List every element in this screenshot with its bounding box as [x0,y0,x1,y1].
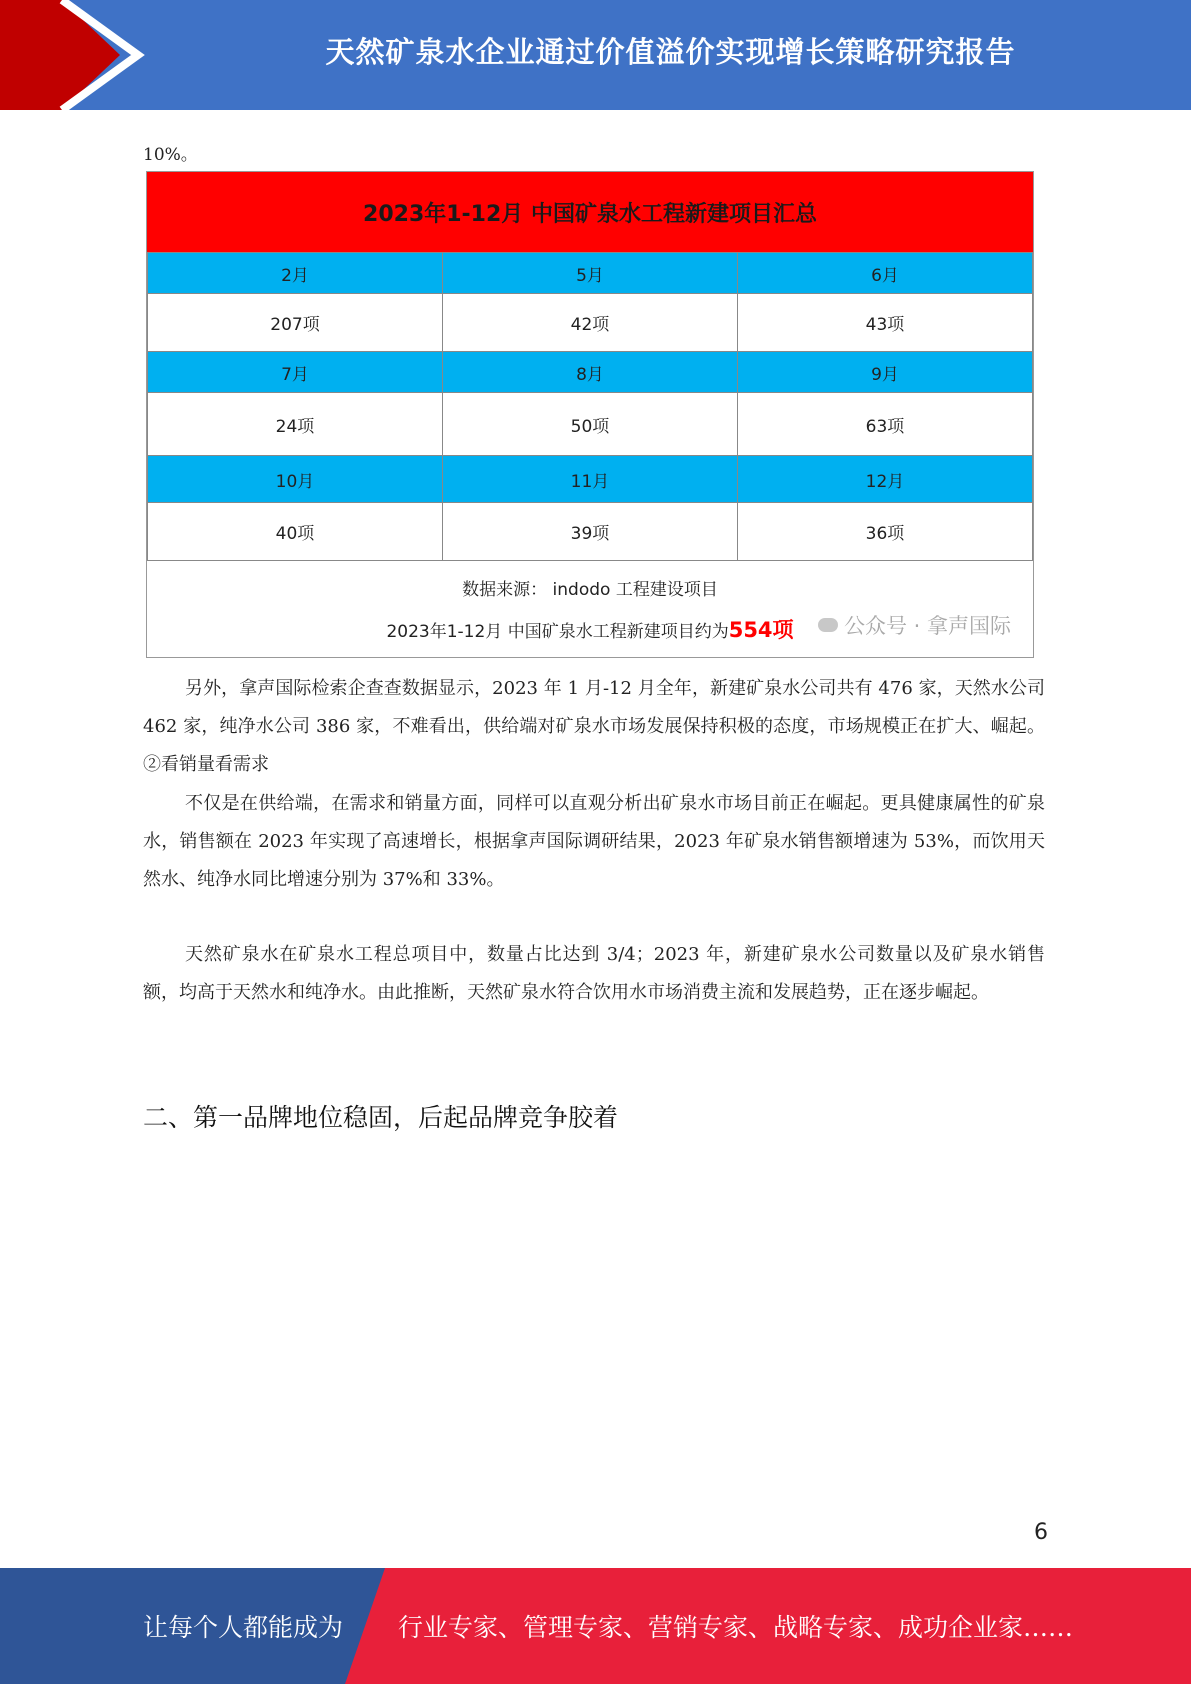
table-footer [147,561,1033,657]
header-arrow-decoration [0,0,150,110]
section-heading: 二、第一品牌地位稳固，后起品牌竞争胶着 [143,1103,619,1132]
table-value-row [148,294,1033,352]
month-cell: 9月 [738,352,1033,393]
month-cell: 2月 [148,253,443,294]
wechat-icon [818,618,838,632]
month-cell: 11月 [443,456,738,503]
body-paragraph: 另外，拿声国际检索企查查数据显示，2023 年 1 月-12 月全年，新建矿泉水公司共有 476 家，天然水公司 462 家，纯净水公司 386 家，不难看出，供给端对矿泉水市场发展保持积极的态度，市场规模正在扩大、崛起。②看销量看需求 [143,678,1045,775]
footer-left-text: 让每个人都能成为 [143,1613,344,1642]
month-cell: 8月 [443,352,738,393]
table-value-row [148,393,1033,456]
summary-prefix: 2023年1-12月 中国矿泉水工程新建项目约为 [386,621,729,642]
value-cell: 39项 [443,503,738,561]
month-cell: 5月 [443,253,738,294]
watermark-text: 公众号 · 拿声国际 [843,614,1011,638]
value-cell: 207项 [148,294,443,352]
header-title: 天然矿泉水企业通过价值溢价实现增长策略研究报告 [325,34,1016,69]
body-paragraph: 不仅是在供给端，在需求和销量方面，同样可以直观分析出矿泉水市场目前正在崛起。更具健康属性的矿泉水，销售额在 2023 年实现了高速增长，根据拿声国际调研结果，2023 年矿泉水销售额增速为 53%，而饮用天然水、纯净水同比增速分别为 37%和 33%。 [143,793,1045,890]
month-cell: 10月 [148,456,443,503]
projects-table [147,252,1033,561]
body-paragraph: 天然矿泉水在矿泉水工程总项目中，数量占比达到 3/4；2023 年，新建矿泉水公司数量以及矿泉水销售额，均高于天然水和纯净水。由此推断，天然矿泉水符合饮用水市场消费主流和发展趋势，正在逐步崛起。 [143,944,1045,1003]
watermark [818,610,1011,640]
page-number: 6 [1034,1520,1048,1545]
summary-value: 554项 [728,617,794,642]
value-cell: 43项 [738,294,1033,352]
table-header-row [148,456,1033,503]
table-title: 2023年1-12月 中国矿泉水工程新建项目汇总 [147,172,1033,252]
value-cell: 42项 [443,294,738,352]
projects-table-figure [146,171,1034,658]
month-cell: 6月 [738,253,1033,294]
month-cell: 12月 [738,456,1033,503]
value-cell: 40项 [148,503,443,561]
value-cell: 24项 [148,393,443,456]
lead-text: 10%。 [143,145,198,165]
footer-right-text: 行业专家、管理专家、营销专家、战略专家、成功企业家…… [398,1613,1074,1642]
page-header [0,0,1191,110]
table-summary [386,614,793,644]
value-cell: 63项 [738,393,1033,456]
table-header-row [148,352,1033,393]
value-cell: 50项 [443,393,738,456]
table-source: 数据来源： indodo 工程建设项目 [462,579,718,600]
table-value-row [148,503,1033,561]
table-header-row [148,253,1033,294]
value-cell: 36项 [738,503,1033,561]
page-footer [0,1568,1191,1684]
month-cell: 7月 [148,352,443,393]
